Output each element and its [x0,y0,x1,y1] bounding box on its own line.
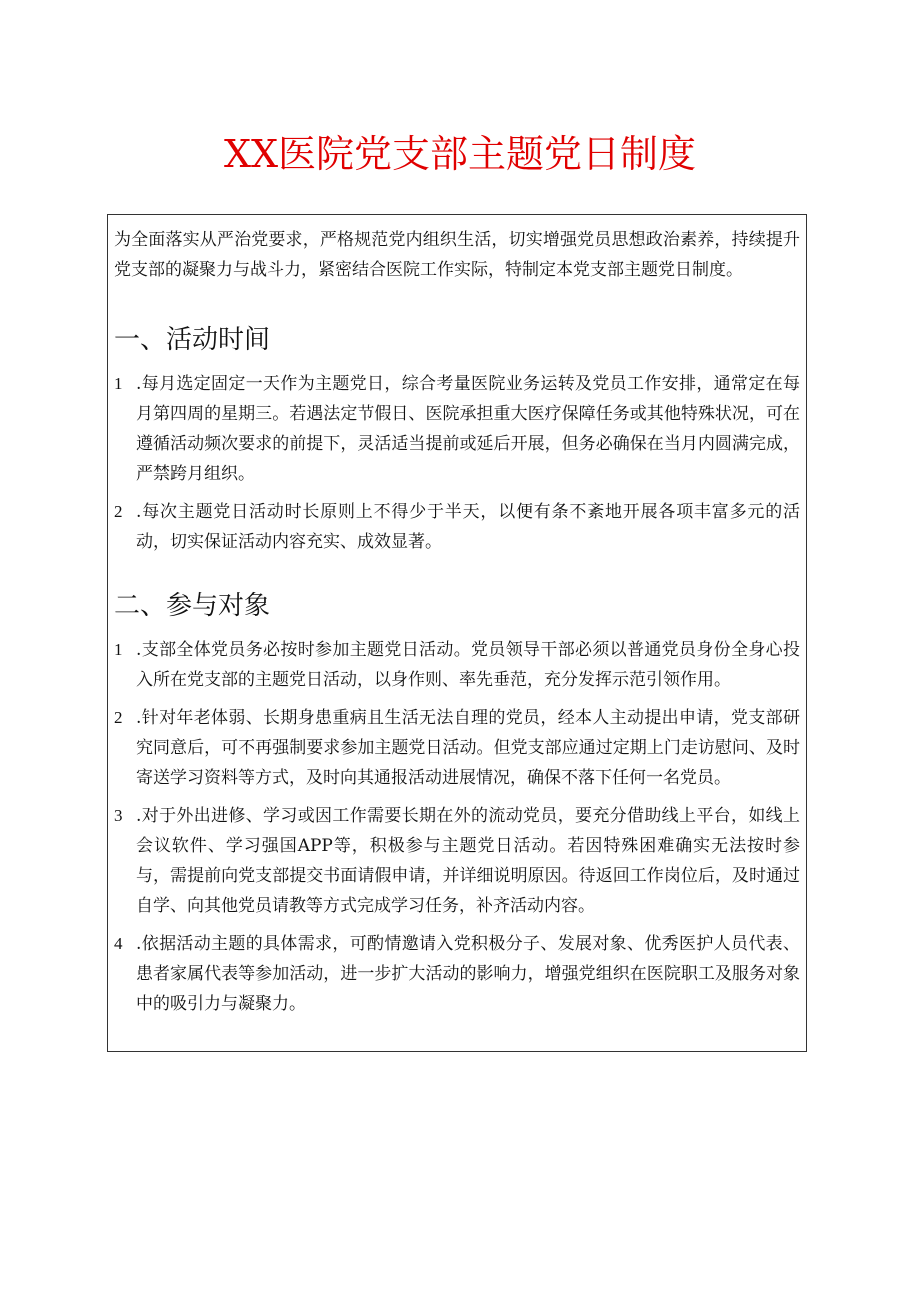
list-item [114,801,800,921]
list-item [114,635,800,695]
item-number: 2 [114,502,123,521]
document-title: XX医院党支部主题党日制度 [223,132,697,176]
document-body [107,214,807,1052]
section-heading-time: 一、活动时间 [114,325,271,355]
item-text: .依据活动主题的具体需求，可酌情邀请入党积极分子、发展对象、优秀医护人员代表、患者家属代表等参加活动，进一步扩大活动的影响力，增强党组织在医院职工及服务对象中的吸引力与凝聚力。 [136,934,800,1014]
list-item [114,497,800,557]
item-text: .对于外出进修、学习或因工作需要长期在外的流动党员，要充分借助线上平台，如线上会议软件、学习强国APP等，积极参与主题党日活动。若因特殊困难确实无法按时参与，需提前向党支部提交书面请假申请，并详细说明原因。待返回工作岗位后，及时通过自学、向其他党员请教等方式完成学习任务，补齐活动内容。 [136,806,800,916]
item-number: 1 [114,640,123,659]
item-number: 4 [114,934,123,953]
item-text: .支部全体党员务必按时参加主题党日活动。党员领导干部必须以普通党员身份全身心投入所在党支部的主题党日活动，以身作则、率先垂范，充分发挥示范引领作用。 [136,640,800,690]
list-item [114,703,800,793]
section-heading-participants: 二、参与对象 [114,591,271,621]
intro-paragraph: 为全面落实从严治党要求，严格规范党内组织生活，切实增强党员思想政治素养，持续提升党支部的凝聚力与战斗力，紧密结合医院工作实际，特制定本党支部主题党日制度。 [114,230,800,280]
item-text: .每次主题党日活动时长原则上不得少于半天，以便有条不紊地开展各项丰富多元的活动，切实保证活动内容充实、成效显著。 [136,502,800,552]
item-number: 2 [114,708,123,727]
item-number: 3 [114,806,123,825]
item-text: .每月选定固定一天作为主题党日，综合考量医院业务运转及党员工作安排，通常定在每月第四周的星期三。若遇法定节假日、医院承担重大医疗保障任务或其他特殊状况，可在遵循活动频次要求的前提下，灵活适当提前或延后开展，但务必确保在当月内圆满完成，严禁跨月组织。 [136,374,800,484]
list-item [114,369,800,489]
list-item [114,929,800,1019]
item-text: .针对年老体弱、长期身患重病且生活无法自理的党员，经本人主动提出申请，党支部研究同意后，可不再强制要求参加主题党日活动。但党支部应通过定期上门走访慰问、及时寄送学习资料等方式，及时向其通报活动进展情况，确保不落下任何一名党员。 [136,708,800,788]
item-number: 1 [114,374,123,393]
